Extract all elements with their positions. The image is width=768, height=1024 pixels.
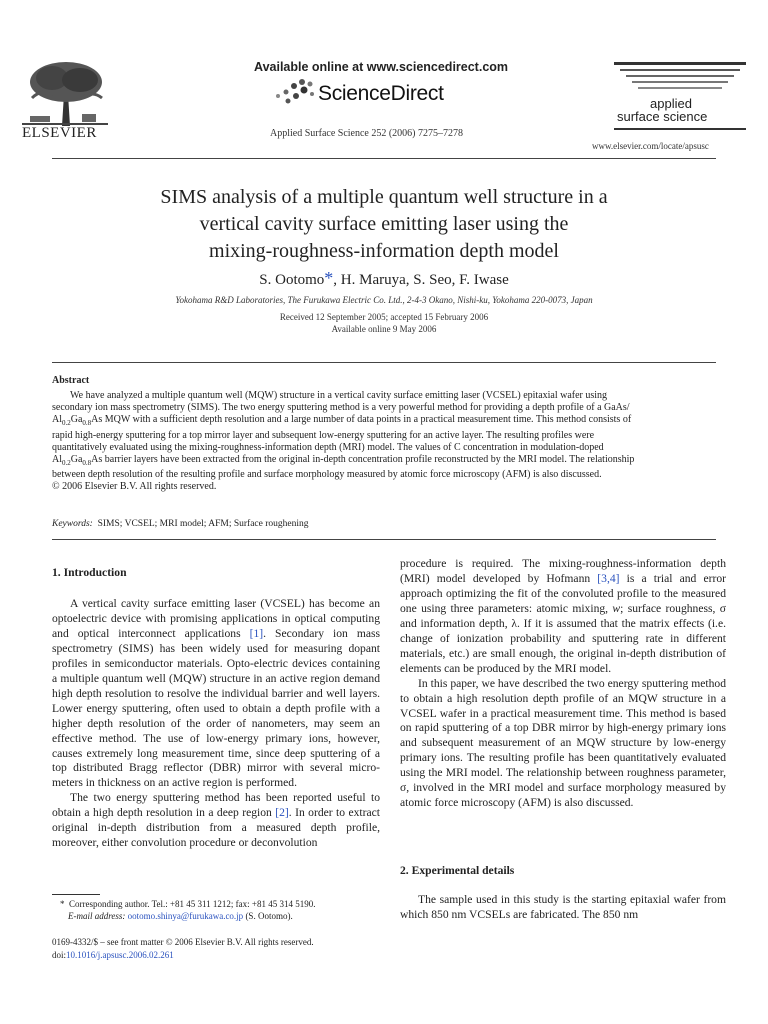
- article-title: [100, 184, 668, 265]
- doi-line: [52, 949, 380, 962]
- right-column-body: [400, 557, 726, 811]
- journal-citation: Applied Surface Science 252 (2006) 7275–7278: [270, 128, 464, 139]
- abstract-line-text: As barrier layers have been extracted from the original in-depth concentration profile reconstructed by the MRI model. The relationship: [91, 454, 635, 466]
- citation-link[interactable]: [2]: [275, 806, 289, 820]
- available-date: Available online 9 May 2006: [331, 324, 437, 334]
- citation-link[interactable]: [1]: [249, 626, 264, 640]
- title-line: vertical cavity surface emitting laser using the: [199, 213, 569, 235]
- journal-logo-rule: [614, 128, 746, 130]
- available-online-text: Available online at www.sciencedirect.com: [254, 60, 509, 74]
- section-heading-experimental: 2. Experimental details: [400, 864, 515, 877]
- keywords-label: Keywords:: [52, 519, 93, 529]
- paragraph-text: A vertical cavity surface emitting laser (VCSEL) has become an optoelectric device with promising applications in optical computing and optical interconnect applications: [52, 597, 380, 640]
- keywords-list: SIMS; VCSEL; MRI model; AFM; Surface roughening: [97, 519, 309, 529]
- paragraph-text: The two energy sputtering method has been reported useful to obtain a high depth resolution in a deep region: [52, 791, 380, 820]
- doi-label: doi:: [52, 949, 67, 960]
- paragraph-text: procedure is required. The mixing-roughness-information depth (MRI) model developed by Hofmann: [400, 557, 726, 585]
- journal-logo-text-line1: applied: [650, 96, 692, 111]
- abstract-line: quantitatively evaluated using the mixing-roughness-information depth (MRI) model. The values of C concentration in modulation-doped: [52, 441, 604, 453]
- author-name: S. Ootomo: [259, 272, 325, 288]
- abstract-line-text: As MQW with a sufficient depth resolution and a large number of data points in a practical measurement time. This method consists of: [91, 414, 632, 426]
- abstract-line: $Al_{0.2}Ga_{0.8}As$ barrier layers have been extracted from the original in-depth concentration profile reconstructed by the MRI model. The relationship: [52, 454, 635, 468]
- journal-logo-text-line2: surface science: [617, 109, 708, 124]
- paragraph: [52, 791, 380, 851]
- corresponding-author-note: [52, 898, 380, 910]
- experimental-body: [400, 893, 726, 923]
- keywords: [52, 519, 309, 529]
- footnote: [52, 898, 380, 922]
- front-matter: [52, 936, 380, 961]
- paragraph: In this paper, we have described the two energy sputtering method to obtain a high resolution depth profile of an MQW structure in a VCSEL wafer in a practical measurement time. This method is based on rapid sputtering of a top DBR mirror by high-energy primary ions and subsequent measurement of an MQW structure by low-energy primary ions. The resulting profile has been quantitatively evaluated using the MRI model. The relationship between roughness parameter, σ, involved in the MRI model and surface morphology measured by atomic force microscopy (AFM) is also discussed.: [400, 676, 726, 810]
- paragraph: The sample used in this study is the starting epitaxial wafer from which 850 nm VCSELs are fabricated. The 850 nm: [400, 893, 726, 921]
- email-link[interactable]: ootomo.shinya@furukawa.co.jp: [127, 911, 244, 921]
- abstract-line: secondary ion mass spectrometry (SIMS). The two energy sputtering method is a very powerful method for providing a depth profile of a GaAs/: [52, 402, 630, 414]
- footnote-text: Corresponding author. Tel.: +81 45 311 1212; fax: +81 45 314 5190.: [69, 899, 316, 909]
- abstract-copyright: © 2006 Elsevier B.V. All rights reserved.: [52, 481, 217, 493]
- abstract-body: [52, 390, 716, 494]
- title-line: SIMS analysis of a multiple quantum well structure in a: [160, 186, 608, 208]
- paragraph-text: . Secondary ion mass spectrometry (SIMS) has been widely used for measuring dopant profiles in semiconductor materials. Opto-electric devices containing a multiple quantum well (MQW) structure in an active region demand high depth resolution to resolve the individual barrier and well layers. Lower energy sputtering, often used to obtain a depth profile with a higher depth resolution of the order of nanometers, may seem an effective method. The use of low-energy primary ions, however, causes extremely long measurement time, since deep sputtering of a top distributed Bragg reflector (DBR) mirror with several micro-meters in thickness on an active region is performed.: [52, 626, 381, 790]
- paragraph-text: is a trial and error approach optimizing the fit of the convoluted profile to the measured one using three parameters: atomic mixing,: [400, 571, 726, 615]
- abstract-top-divider: [52, 362, 716, 363]
- paragraph-text: ; surface roughness, σ and information depth, λ. If it is assumed that the matrix effects (i.e. change of ionization probability and sputtering rate in different materials, etc.) are small enough, the original in-depth distribution of elements can be produced by the MRI model.: [400, 601, 726, 675]
- article-dates: [100, 311, 668, 335]
- email-suffix: (S. Ootomo).: [243, 911, 293, 921]
- abstract-line: We have analyzed a multiple quantum well (MQW) structure in a vertical cavity surface emitting laser (VCSEL) epitaxial wafer using: [70, 390, 608, 401]
- email-line: [52, 910, 380, 922]
- email-label: E-mail address:: [68, 911, 126, 921]
- journal-logo-lines-icon: [614, 60, 746, 94]
- abstract-line: between depth resolution of the resulting profile and surface morphology measured by atomic force microscopy (AFM) is also discussed.: [52, 469, 602, 481]
- header-divider: [52, 158, 716, 159]
- doi-link[interactable]: 10.1016/j.apsusc.2006.02.261: [66, 949, 174, 960]
- sciencedirect-dots-icon: [272, 76, 316, 106]
- received-date: Received 12 September 2005; accepted 15 February 2006: [279, 312, 489, 322]
- paragraph: [400, 557, 726, 677]
- author-list: [100, 268, 668, 289]
- paragraph: [52, 597, 380, 791]
- title-line: mixing-roughness-information depth model: [209, 240, 559, 262]
- paragraph-text: . In order to extract original in-depth distribution from a measured depth profile, moreover, either convolution procedure or deconvolution: [52, 806, 381, 850]
- abstract-heading: Abstract: [52, 375, 90, 386]
- corresponding-author-star-link[interactable]: *: [324, 268, 334, 288]
- symbol-w: w: [612, 601, 621, 615]
- other-authors: , H. Maruya, S. Seo, F. Iwase: [333, 272, 509, 288]
- journal-url-link[interactable]: www.elsevier.com/locate/apsusc: [592, 141, 709, 151]
- abstract-line: $Al_{0.2}Ga_{0.8}As$ MQW with a sufficient depth resolution and a large number of data points in a practical measurement time. This method consists of: [52, 414, 632, 428]
- elsevier-tree-logo: [22, 58, 108, 126]
- abstract-bottom-divider: [52, 539, 716, 540]
- section-heading-introduction: 1. Introduction: [52, 566, 127, 579]
- footnote-rule: [52, 894, 100, 895]
- issn-line: 0169-4332/$ – see front matter © 2006 Elsevier B.V. All rights reserved.: [52, 937, 314, 947]
- citation-link[interactable]: [3,4]: [597, 571, 620, 585]
- footnote-star: *: [60, 899, 65, 909]
- left-column-body: [52, 597, 380, 851]
- affiliation: Yokohama R&D Laboratories, The Furukawa Electric Co. Ltd., 2-4-3 Okano, Nishi-ku, Yokohama 220-0073, Japan: [175, 295, 593, 305]
- sciencedirect-logo-text: ScienceDirect: [318, 82, 444, 105]
- publisher-name: ELSEVIER: [22, 125, 97, 141]
- abstract-line: rapid high-energy sputtering for a top mirror layer and subsequent low-energy sputtering for an active layer. The resulting profiles were: [52, 429, 595, 441]
